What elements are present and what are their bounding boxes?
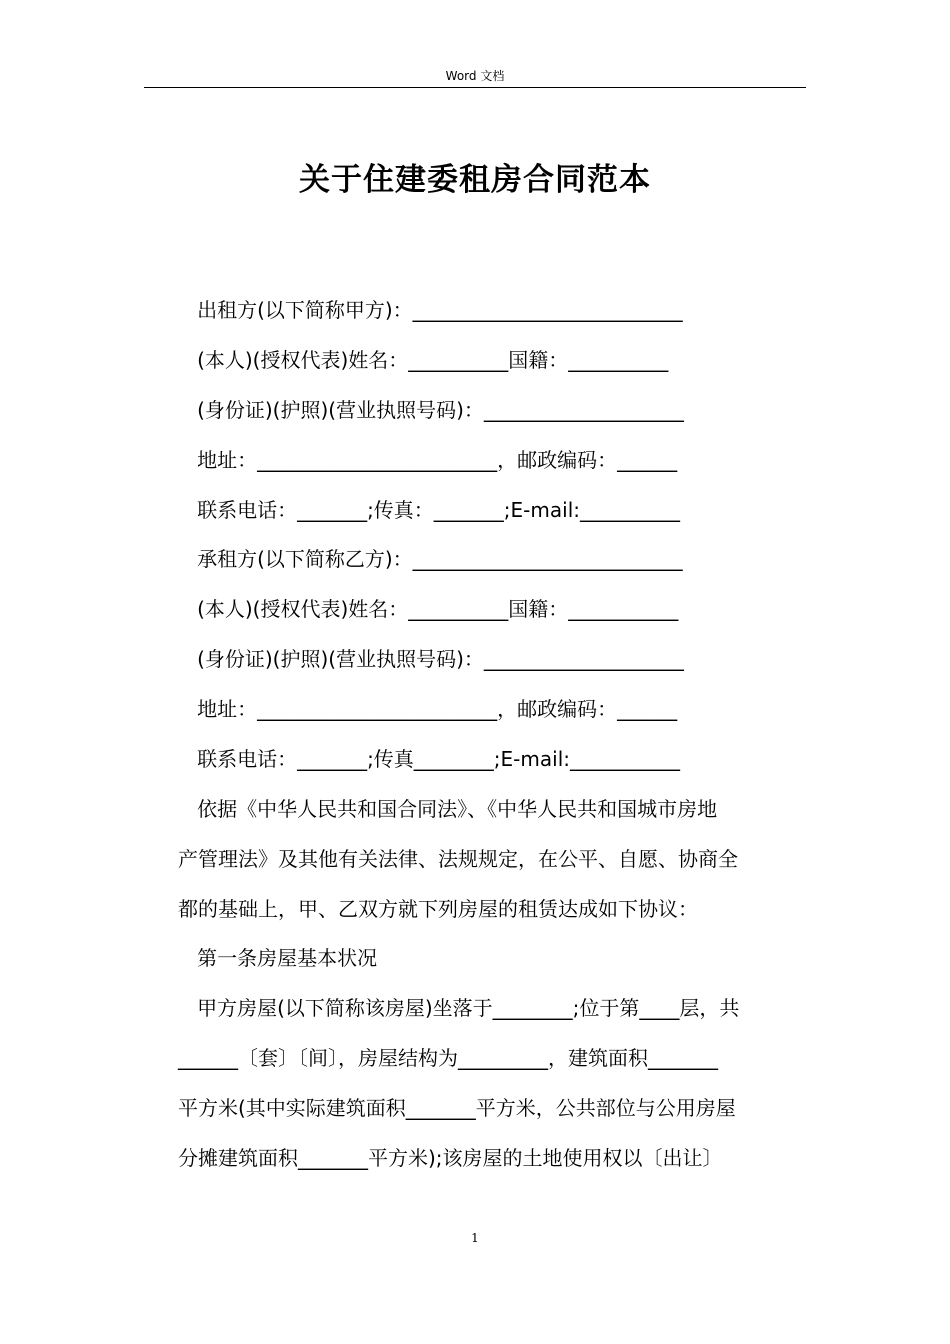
- text-line-tenant-name: (本人)(授权代表)姓名：__________国籍：___________: [178, 597, 679, 621]
- text-line-article-3: 平方米(其中实际建筑面积_______平方米，公共部位与公用房屋: [178, 1096, 736, 1120]
- page-number: 1: [471, 1231, 479, 1245]
- text-line-tenant-contact: 联系电话：_______;传真________;E-mail:___________: [178, 747, 680, 771]
- text-line-preamble-1: 依据《中华人民共和国合同法》、《中华人民共和国城市房地: [178, 797, 718, 821]
- text-line-tenant: 承租方(以下简称乙方)：___________________________: [178, 547, 683, 571]
- text-line-landlord-name: (本人)(授权代表)姓名：__________国籍：__________: [178, 348, 669, 372]
- text-line-preamble-3: 都的基础上，甲、乙双方就下列房屋的租赁达成如下协议：: [178, 897, 698, 921]
- text-line-article-1: 甲方房屋(以下简称该房屋)坐落于________;位于第____层，共: [178, 996, 740, 1020]
- text-line-tenant-address: 地址：________________________，邮政编码：______: [178, 697, 678, 721]
- header-rule: [144, 87, 806, 88]
- text-line-preamble-2: 产管理法》及其他有关法律、法规规定，在公平、自愿、协商全: [178, 847, 738, 871]
- header-label: Word 文档: [445, 69, 505, 83]
- article-heading: 第一条房屋基本状况: [178, 946, 378, 970]
- text-line-landlord-id: (身份证)(护照)(营业执照号码)：____________________: [178, 398, 684, 422]
- text-line-landlord-contact: 联系电话：_______;传真：_______;E-mail:__________: [178, 498, 680, 522]
- text-line-article-2: ______〔套〕〔间〕，房屋结构为_________，建筑面积_______: [178, 1046, 718, 1070]
- text-line-article-4: 分摊建筑面积_______平方米);该房屋的土地使用权以〔出让〕: [178, 1146, 723, 1170]
- text-line-landlord: 出租方(以下简称甲方)：___________________________: [178, 298, 683, 322]
- text-line-tenant-id: (身份证)(护照)(营业执照号码)：____________________: [178, 647, 684, 671]
- document-title: 关于住建委租房合同范本: [299, 162, 651, 198]
- text-line-landlord-address: 地址：________________________，邮政编码：______: [178, 448, 678, 472]
